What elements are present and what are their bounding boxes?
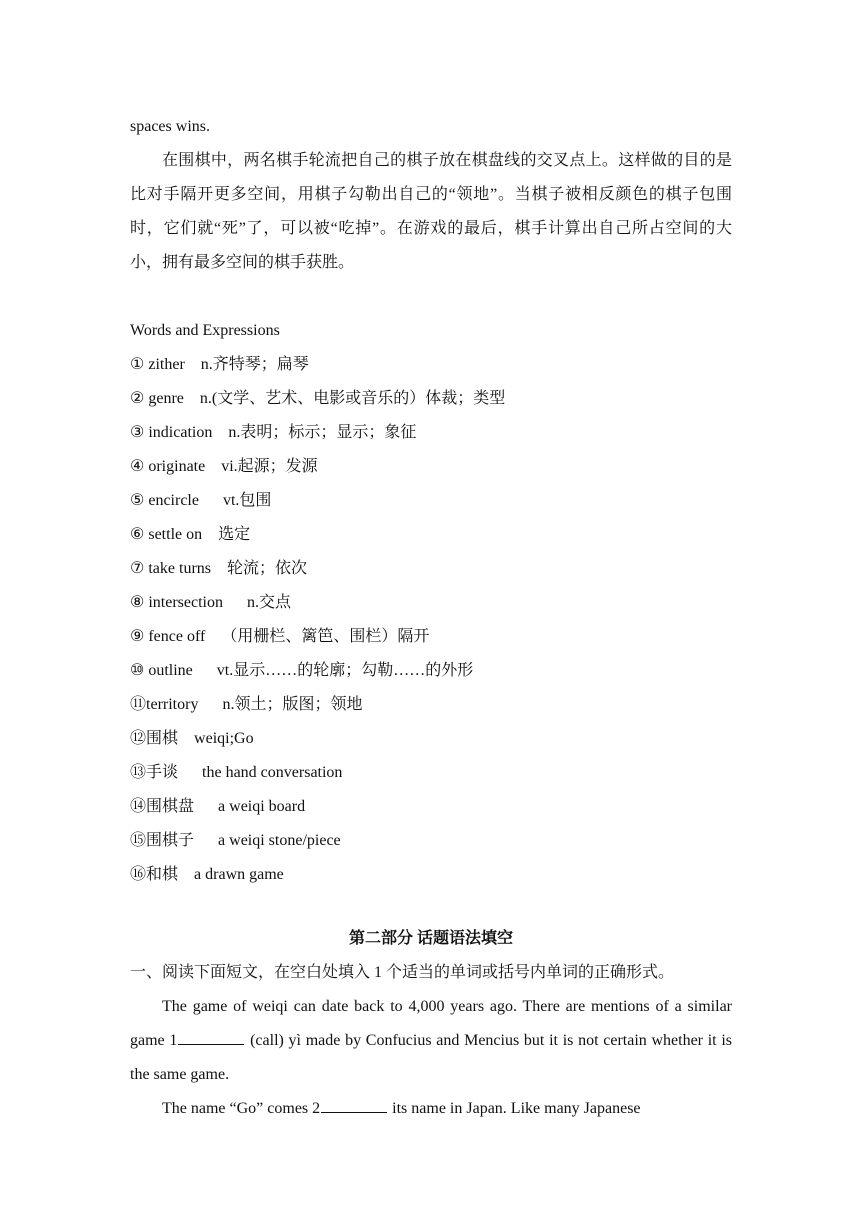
- vocab-number: ⑭: [130, 798, 147, 815]
- vocab-separator: [223, 594, 247, 611]
- vocab-item: [130, 688, 732, 722]
- vocab-number: ⑧: [130, 594, 145, 611]
- vocab-number: ①: [130, 356, 145, 373]
- passage-text: The name “Go” comes 2: [162, 1100, 321, 1117]
- vocab-meaning: the hand conversation: [202, 764, 343, 781]
- vocab-word: originate: [148, 458, 206, 475]
- vocab-number: ⑬: [130, 764, 147, 781]
- vocab-number: ⑦: [130, 560, 145, 577]
- passage-paragraph-1: [130, 990, 732, 1092]
- vocab-meaning: n.表明；标示；显示；象征: [228, 424, 417, 441]
- vocab-item: [130, 552, 732, 586]
- vocab-item: [130, 824, 732, 858]
- vocab-separator: [202, 526, 218, 543]
- vocab-separator: [185, 356, 201, 373]
- vocab-meaning: （用栅栏、篱笆、围栏）隔开: [221, 628, 430, 645]
- vocab-word: settle on: [148, 526, 203, 543]
- vocab-item: [130, 518, 732, 552]
- document-page: [130, 110, 732, 1126]
- vocab-number: ⑤: [130, 492, 145, 509]
- vocab-word: encircle: [148, 492, 199, 509]
- vocab-item: [130, 484, 732, 518]
- vocab-word: territory: [146, 696, 199, 713]
- vocab-item: [130, 722, 732, 756]
- intro-translation: 在围棋中，两名棋手轮流把自己的棋子放在棋盘线的交叉点上。这样做的目的是比对手隔开更多空间，用棋子勾勒出自己的“领地”。当棋子被相反颜色的棋子包围时，它们就“死”了，可以被“吃掉”。在游戏的最后，棋手计算出自己所占空间的大小，拥有最多空间的棋手获胜。: [130, 152, 732, 271]
- vocab-word: genre: [148, 390, 184, 407]
- passage-paragraph-2: [130, 1092, 732, 1126]
- vocab-heading: Words and Expressions: [130, 322, 280, 339]
- vocab-word: 和棋: [146, 866, 179, 883]
- vocab-separator: [199, 492, 223, 509]
- vocab-separator: [194, 798, 218, 815]
- vocab-item: [130, 586, 732, 620]
- vocab-number: ⑩: [130, 662, 145, 679]
- vocab-separator: [178, 730, 194, 747]
- section-instruction: 一、阅读下面短文，在空白处填入 1 个适当的单词或括号内单词的正确形式。: [130, 964, 675, 981]
- vocab-word: 手谈: [146, 764, 179, 781]
- vocab-item: [130, 450, 732, 484]
- vocab-separator: [193, 662, 217, 679]
- vocab-word: 围棋: [146, 730, 179, 747]
- answer-blank-2[interactable]: [321, 1096, 387, 1113]
- intro-tail: spaces wins.: [130, 118, 210, 135]
- vocab-meaning: n.交点: [246, 594, 291, 611]
- vocab-separator: [178, 866, 194, 883]
- vocab-list: [130, 348, 732, 892]
- vocab-number: ③: [130, 424, 145, 441]
- vocab-number: ⑪: [130, 696, 147, 713]
- vocab-item: [130, 620, 732, 654]
- vocab-item: [130, 416, 732, 450]
- vocab-separator: [194, 832, 218, 849]
- vocab-item: [130, 348, 732, 382]
- vocab-meaning: a weiqi stone/piece: [218, 832, 341, 849]
- answer-blank-1[interactable]: [178, 1028, 244, 1045]
- vocab-word: 围棋子: [146, 832, 195, 849]
- passage-text: The game of weiqi can date back to 4,000 years ago. There are mentions of a similar game 1: [130, 998, 732, 1049]
- vocab-number: ②: [130, 390, 145, 407]
- vocab-meaning: 轮流；依次: [227, 560, 308, 577]
- vocab-number: ⑮: [130, 832, 147, 849]
- vocab-meaning: vt.包围: [222, 492, 272, 509]
- passage-text: its name in Japan. Like many Japanese: [388, 1100, 641, 1117]
- vocab-separator: [212, 424, 228, 441]
- vocab-word: intersection: [148, 594, 223, 611]
- vocab-number: ⑥: [130, 526, 145, 543]
- vocab-number: ⑨: [130, 628, 145, 645]
- vocab-meaning: n.齐特琴；扁琴: [200, 356, 309, 373]
- vocab-meaning: n.(文学、艺术、电影或音乐的）体裁；类型: [199, 390, 506, 407]
- vocab-word: zither: [148, 356, 185, 373]
- vocab-meaning: a drawn game: [194, 866, 284, 883]
- vocab-word: fence off: [148, 628, 206, 645]
- vocab-item: [130, 858, 732, 892]
- vocab-word: take turns: [148, 560, 211, 577]
- vocab-separator: [211, 560, 227, 577]
- passage-text: (call) yì made by Confucius and Mencius but it is not certain whether it is the same game.: [130, 1032, 733, 1083]
- vocab-meaning: vt.显示……的轮廓；勾勒……的外形: [216, 662, 474, 679]
- vocab-number: ⑫: [130, 730, 147, 747]
- vocab-meaning: weiqi;Go: [194, 730, 254, 747]
- vocab-number: ⑯: [130, 866, 147, 883]
- section-title: 第二部分 话题语法填空: [348, 930, 513, 947]
- vocab-item: [130, 790, 732, 824]
- vocab-word: outline: [148, 662, 193, 679]
- vocab-separator: [178, 764, 202, 781]
- vocab-separator: [184, 390, 200, 407]
- vocab-meaning: vi.起源；发源: [221, 458, 318, 475]
- vocab-separator: [205, 628, 221, 645]
- vocab-separator: [205, 458, 221, 475]
- vocab-item: [130, 756, 732, 790]
- vocab-word: indication: [148, 424, 213, 441]
- vocab-item: [130, 382, 732, 416]
- vocab-meaning: a weiqi board: [218, 798, 306, 815]
- vocab-word: 围棋盘: [146, 798, 195, 815]
- vocab-meaning: 选定: [218, 526, 251, 543]
- vocab-item: [130, 654, 732, 688]
- vocab-number: ④: [130, 458, 145, 475]
- vocab-separator: [198, 696, 222, 713]
- vocab-meaning: n.领土；版图；领地: [222, 696, 363, 713]
